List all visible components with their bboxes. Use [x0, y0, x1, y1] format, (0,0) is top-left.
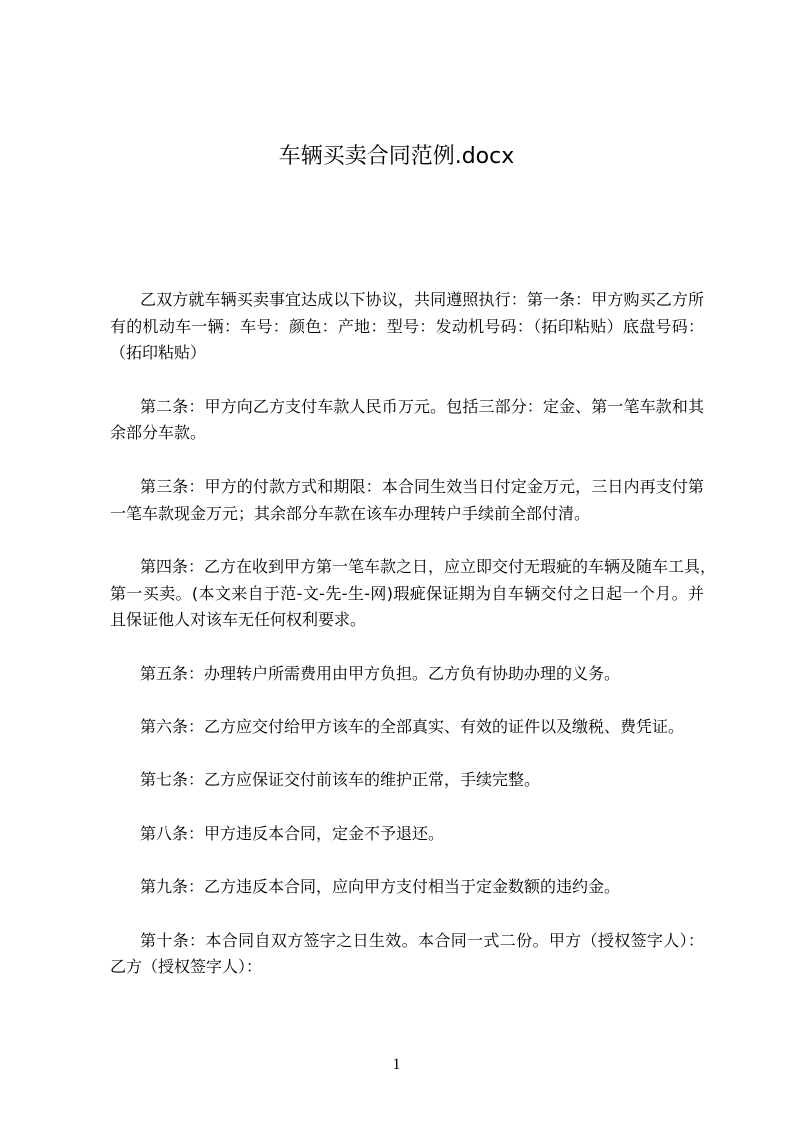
page-number: 1 [392, 1056, 401, 1073]
paragraph-line: 第七条：乙方应保证交付前该车的维护正常，手续完整。 [140, 770, 541, 790]
paragraph-line: （拓印粘贴） [110, 343, 207, 363]
paragraph-article-10 [110, 928, 704, 981]
document-title: 车辆买卖合同范例.docx [278, 144, 515, 169]
paragraph-article-6 [110, 714, 704, 741]
paragraph-line: 有的机动车一辆：车号：颜色：产地：型号：发动机号码：（拓印粘贴）底盘号码： [110, 316, 704, 336]
paragraph-article-7 [110, 767, 704, 794]
paragraph-line: 第六条：乙方应交付给甲方该车的全部真实、有效的证件以及缴税、费凭证。 [140, 717, 685, 736]
paragraph-article-8 [110, 821, 704, 848]
paragraph-article-9 [110, 874, 704, 901]
paragraph-line: 第二条：甲方向乙方支付车款人民币万元。包括三部分：定金、第一笔车款和其 [140, 396, 704, 416]
paragraph-article-3 [110, 474, 704, 527]
paragraph-line: 第五条：办理转户所需费用由甲方负担。乙方负有协助办理的义务。 [140, 663, 621, 683]
paragraph-line: 乙双方就车辆买卖事宜达成以下协议，共同遵照执行：第一条：甲方购买乙方所 [140, 290, 704, 309]
paragraph-article-5 [110, 661, 704, 688]
paragraph-article-2 [110, 394, 704, 447]
paragraph-line: 且保证他人对该车无任何权利要求。 [110, 610, 367, 630]
paragraph-line: 第八条：甲方违反本合同，定金不予退还。 [140, 823, 445, 843]
contract-body [110, 287, 717, 1008]
paragraph-article-4 [110, 554, 717, 634]
paragraph-line: 第十条：本合同自双方签字之日生效。本合同一式二份。甲方（授权签字人）： [140, 930, 704, 950]
paragraph-line: 第九条：乙方违反本合同，应向甲方支付相当于定金数额的违约金。 [140, 877, 621, 897]
paragraph-line: 第一买卖。(本文来自于范-文-先-生-网)瑕疵保证期为自车辆交付之日起一个月。并 [110, 583, 704, 603]
paragraph-line: 第三条：甲方的付款方式和期限：本合同生效当日付定金万元，三日内再支付第 [140, 476, 704, 496]
paragraph-line: 一笔车款现金万元；其余部分车款在该车办理转户手续前全部付清。 [110, 503, 591, 523]
paragraph-line: 余部分车款。 [110, 423, 207, 443]
paragraph-line: 第四条：乙方在收到甲方第一笔车款之日，应立即交付无瑕疵的车辆及随车工具， [140, 556, 717, 576]
paragraph-intro [110, 287, 704, 367]
paragraph-line: 乙方（授权签字人）： [110, 957, 263, 977]
